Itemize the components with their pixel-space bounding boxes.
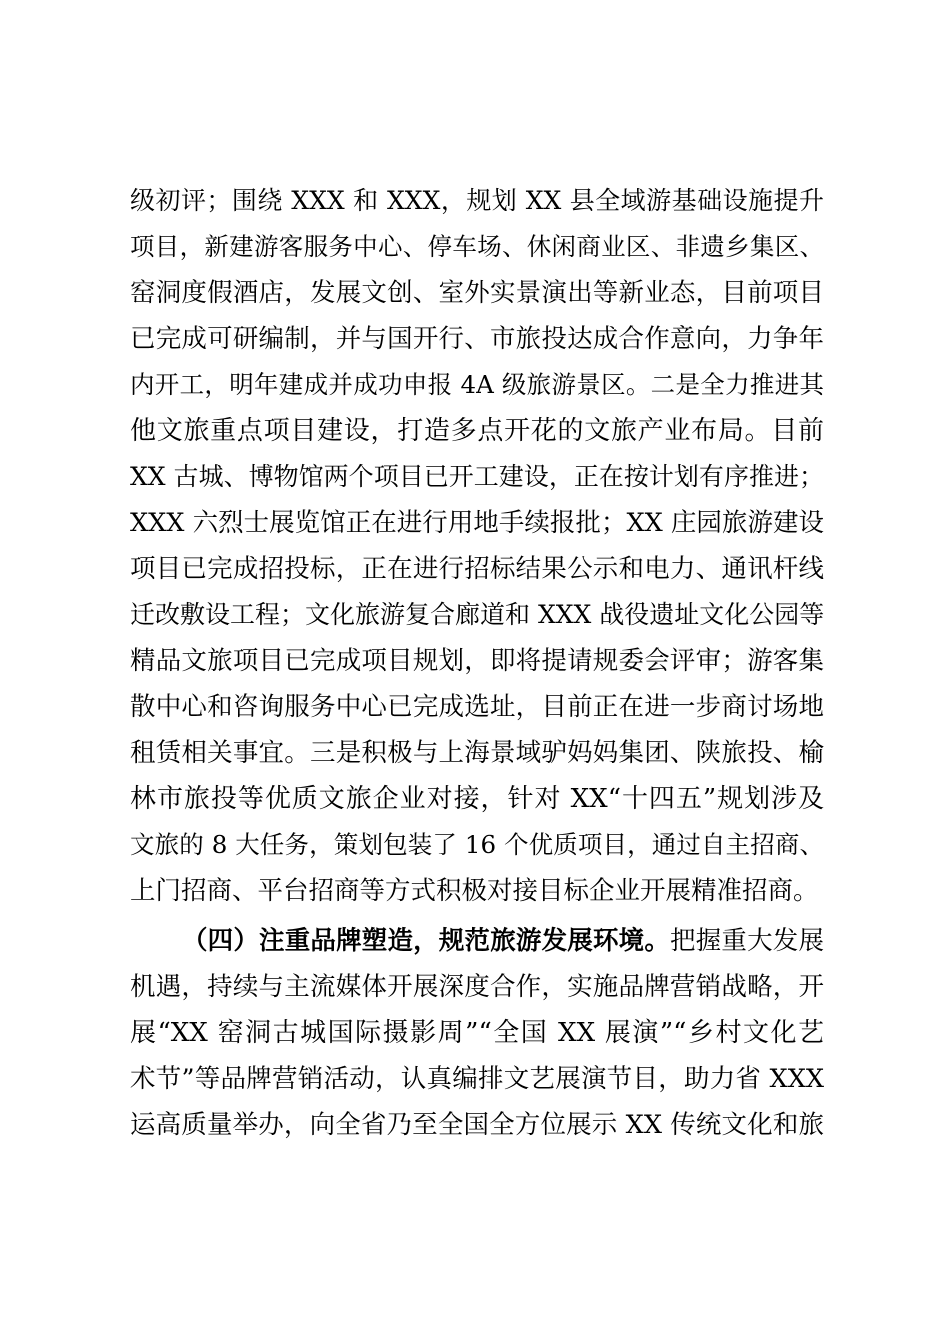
text-line: 运高质量举办，向全省乃至全国全方位展示 XX 传统文化和旅	[130, 1110, 824, 1140]
text-line: 林市旅投等优质文旅企业对接，针对 XX“十四五”规划涉及	[130, 784, 824, 814]
text-line: 上门招商、平台招商等方式积极对接目标企业开展精准招商。	[130, 876, 819, 906]
section-4-text: 把握重大发展	[670, 926, 824, 956]
text-line: 项目，新建游客服务中心、停车场、休闲商业区、非遗乡集区、	[130, 232, 824, 261]
text-line: 租赁相关事宜。三是积极与上海景域驴妈妈集团、陕旅投、榆	[130, 738, 824, 768]
text-line: 展“XX 窑洞古城国际摄影周”“全国 XX 展演”“乡村文化艺	[130, 1018, 824, 1048]
section-4-heading: （四）注重品牌塑造，规范旅游发展环境。	[182, 926, 671, 956]
text-line: 迁改敷设工程；文化旅游复合廊道和 XXX 战役遗址文化公园等	[130, 600, 825, 629]
text-line: 级初评；围绕 XXX 和 XXX，规划 XX 县全域游基础设施提升	[130, 186, 824, 215]
text-line: XXX 六烈士展览馆正在进行用地手续报批；XX 庄园旅游建设	[130, 508, 824, 538]
text-line: 内开工，明年建成并成功申报 4A 级旅游景区。二是全力推进其	[130, 370, 824, 399]
text-line: 机遇，持续与主流媒体开展深度合作，实施品牌营销战略，开	[130, 972, 824, 1002]
text-line: 散中心和咨询服务中心已完成选址，目前正在进一步商讨场地	[130, 692, 824, 722]
text-line: XX 古城、博物馆两个项目已开工建设，正在按计划有序推进；	[130, 462, 824, 491]
text-line: 已完成可研编制，并与国开行、市旅投达成合作意向，力争年	[130, 324, 824, 354]
text-line: 他文旅重点项目建设，打造多点开花的文旅产业布局。目前	[130, 416, 824, 446]
section-4-first-line	[182, 921, 824, 961]
text-line: 精品文旅项目已完成项目规划，即将提请规委会评审；游客集	[130, 646, 824, 676]
text-line: 术节”等品牌营销活动，认真编排文艺展演节目，助力省 XXX	[130, 1064, 824, 1094]
text-line: 窑洞度假酒店，发展文创、室外实景演出等新业态，目前项目	[130, 278, 824, 308]
text-line: 项目已完成招投标，正在进行招标结果公示和电力、通讯杆线	[130, 554, 824, 584]
text-line: 文旅的 8 大任务，策划包装了 16 个优质项目，通过自主招商、	[130, 830, 824, 859]
